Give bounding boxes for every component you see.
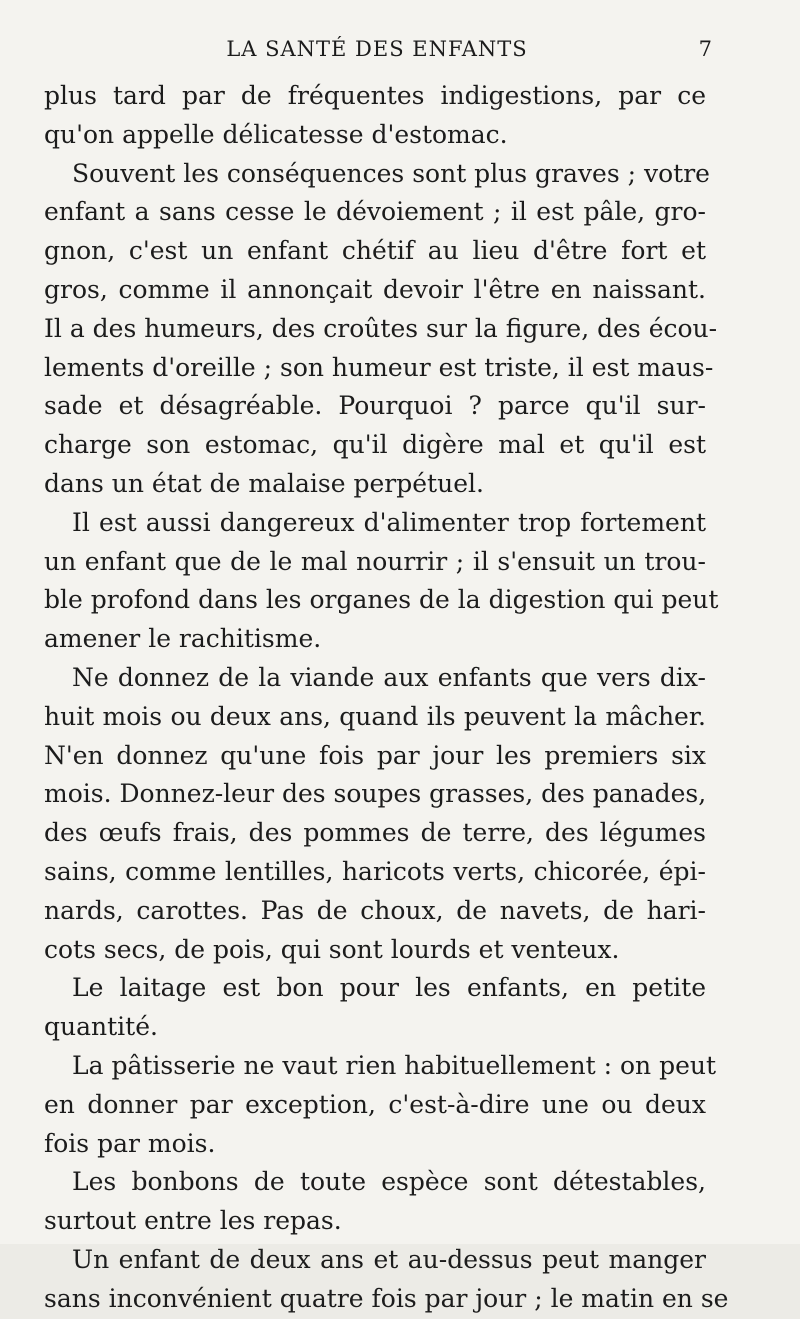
text-line: fois par mois. [44, 1128, 216, 1158]
text-line: en donner par exception, c'est-à-dire une ou deux [44, 1089, 706, 1119]
text-line: amener le rachitisme. [44, 624, 322, 654]
text-line: Les bonbons de toute espèce sont détestables, [72, 1167, 706, 1197]
text-line: dans un état de malaise perpétuel. [44, 468, 484, 498]
text-line: des œufs frais, des pommes de terre, des légumes [44, 818, 706, 848]
text-line: huit mois ou deux ans, quand ils peuvent la mâcher. [44, 701, 706, 731]
page-number: 7 [698, 37, 712, 61]
text-line: ble profond dans les organes de la digestion qui peut [44, 585, 719, 615]
body-text [44, 77, 729, 1319]
text-line: N'en donnez qu'une fois par jour les premiers six [44, 740, 706, 770]
text-line: Un enfant de deux ans et au-dessus peut manger [72, 1244, 706, 1274]
text-line: nards, carottes. Pas de choux, de navets, de hari- [44, 895, 706, 925]
text-line: lements d'oreille ; son humeur est triste, il est maus- [44, 352, 714, 382]
text-line: Le laitage est bon pour les enfants, en petite [72, 973, 706, 1003]
text-line: qu'on appelle délicatesse d'estomac. [44, 119, 508, 149]
text-line: sans inconvénient quatre fois par jour ; le matin en se [44, 1283, 729, 1313]
running-head [42, 34, 712, 64]
text-line: sains, comme lentilles, haricots verts, chicorée, épi- [44, 856, 706, 886]
text-line: mois. Donnez-leur des soupes grasses, des panades, [44, 779, 707, 809]
text-line: La pâtisserie ne vaut rien habituellement : on peut [72, 1050, 717, 1080]
text-line: sade et désagréable. Pourquoi ? parce qu'il sur- [44, 391, 706, 421]
text-line: Ne donnez de la viande aux enfants que vers dix- [72, 662, 706, 692]
text-line: plus tard par de fréquentes indigestions, par ce [44, 81, 706, 110]
text-line: gros, comme il annonçait devoir l'être en naissant. [44, 274, 706, 304]
text-line: Il a des humeurs, des croûtes sur la figure, des écou- [44, 313, 718, 343]
text-line: enfant a sans cesse le dévoiement ; il est pâle, gro- [44, 197, 706, 227]
text-line: quantité. [44, 1012, 158, 1042]
text-line: gnon, c'est un enfant chétif au lieu d'être fort et [44, 236, 706, 266]
text-line: cots secs, de pois, qui sont lourds et venteux. [44, 934, 620, 964]
text-line: surtout entre les repas. [44, 1206, 342, 1236]
text-line: Souvent les conséquences sont plus graves ; votre [72, 158, 710, 188]
text-line: Il est aussi dangereux d'alimenter trop fortement [72, 507, 706, 537]
text-line: charge son estomac, qu'il digère mal et qu'il est [44, 430, 706, 460]
running-title: LA SANTÉ DES ENFANTS [226, 37, 528, 61]
text-line: un enfant que de le mal nourrir ; il s'ensuit un trou- [44, 546, 706, 576]
